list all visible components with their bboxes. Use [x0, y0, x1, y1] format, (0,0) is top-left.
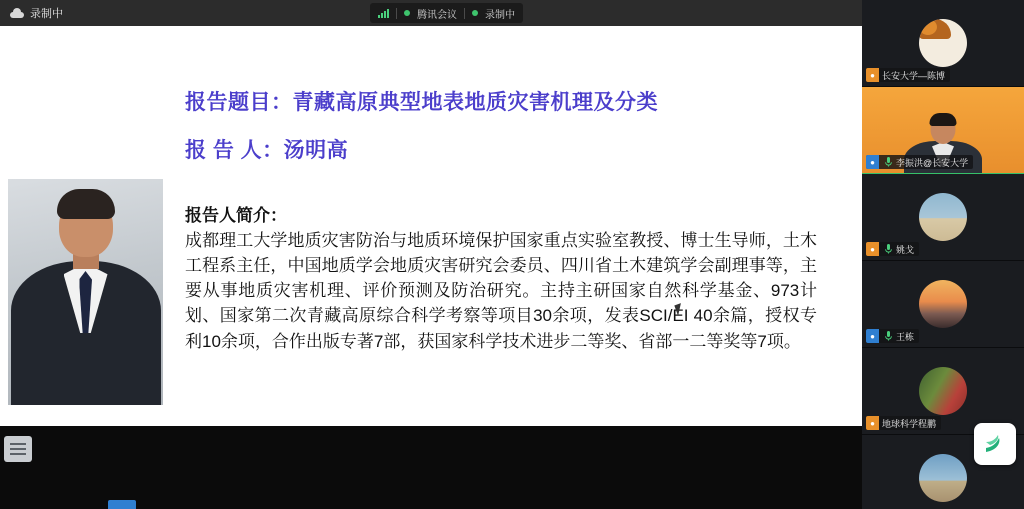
- recording-indicator: [0, 5, 63, 21]
- list-panel-icon[interactable]: [4, 436, 32, 462]
- participant-label: [866, 329, 919, 343]
- slide-speaker-line: 报 告 人：汤明高: [185, 139, 349, 162]
- participant-tile[interactable]: [862, 0, 1024, 87]
- center-recording-label: 录制中: [485, 9, 515, 21]
- app-logo-icon[interactable]: [974, 423, 1016, 465]
- shared-screen-stage[interactable]: [0, 26, 862, 509]
- bio-body: 成都理工大学地质灾害防治与地质环境保护国家重点实验室教授、博士生导师，土木工程系主任，中国地质学会地质灾害研究会委员、四川省土木建筑学会副理事等，主要从事地质灾害机理、评价预测及防治研究。主持主研国家自然科学基金、973计划、国家第二次青藏高原综合科学考察等项目30余项，发表SCI/EI 40余篇，授权专利10余项，合作出版专著7部，获国家科学技术进步二等奖、省部一二等奖等7项。: [185, 231, 817, 351]
- avatar: [919, 454, 967, 502]
- recording-dot-icon: [404, 10, 410, 16]
- bio-heading: 报告人简介：: [185, 206, 287, 225]
- meeting-toolbar-pill[interactable]: [370, 3, 523, 23]
- meeting-app-label: 腾讯会议: [417, 9, 457, 21]
- person-badge-icon: ●: [866, 155, 879, 169]
- avatar: [919, 19, 967, 67]
- participant-tile[interactable]: [862, 174, 1024, 261]
- speaker-portrait: [8, 179, 163, 405]
- avatar: [919, 367, 967, 415]
- person-badge-icon: ●: [866, 329, 879, 343]
- window-tab[interactable]: [108, 500, 136, 509]
- participant-name: 李振洪@长安大学: [896, 157, 969, 168]
- participant-name: 姚戈: [896, 244, 915, 255]
- participant-name: 地球科学程鹏: [882, 418, 937, 429]
- slide-title: 报告题目：青藏高原典型地表地质灾害机理及分类: [185, 91, 658, 114]
- participant-name: 王栋: [896, 331, 915, 342]
- participant-rail[interactable]: [862, 0, 1024, 509]
- stage-letterbox: [0, 426, 862, 509]
- participant-label: [866, 416, 941, 430]
- host-badge-icon: ●: [866, 242, 879, 256]
- microphone-icon: [882, 155, 894, 169]
- recording-dot-icon: [472, 10, 478, 16]
- divider: [464, 8, 465, 19]
- participant-label: [866, 242, 919, 256]
- signal-strength-icon: [378, 9, 389, 18]
- participant-tile[interactable]: [862, 348, 1024, 435]
- participant-tile[interactable]: [862, 261, 1024, 348]
- participant-tile-active-speaker[interactable]: [862, 87, 1024, 174]
- divider: [396, 8, 397, 19]
- microphone-icon: [882, 329, 894, 343]
- participant-label: [866, 155, 973, 169]
- host-badge-icon: ●: [866, 416, 879, 430]
- microphone-icon: [882, 242, 894, 256]
- host-badge-icon: ●: [866, 68, 879, 82]
- participant-label: [866, 68, 950, 82]
- cloud-icon: [10, 8, 24, 18]
- participant-name: 长安大学—陈博: [882, 70, 946, 81]
- presentation-slide: [0, 26, 862, 426]
- avatar: [919, 280, 967, 328]
- recording-status-bar: [0, 0, 862, 26]
- recording-label: 录制中: [30, 8, 63, 20]
- avatar: [919, 193, 967, 241]
